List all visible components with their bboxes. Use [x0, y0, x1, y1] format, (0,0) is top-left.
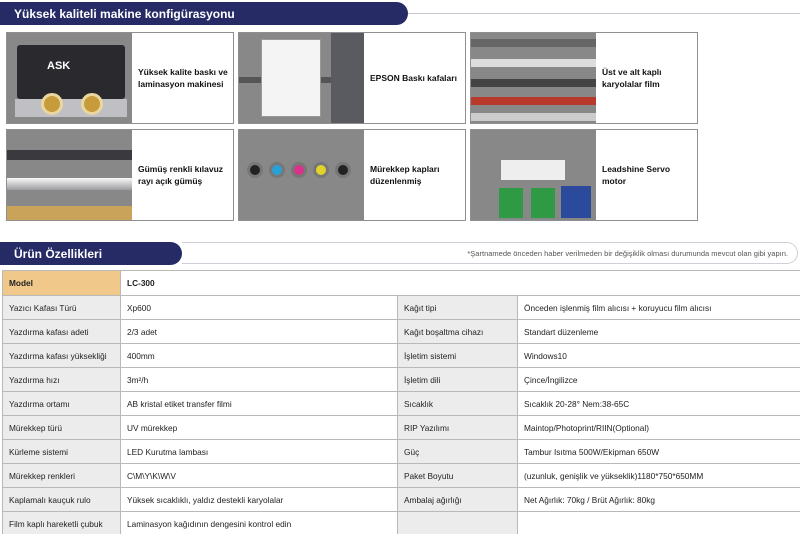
- spec-value: Tambur Isıtma 500W/Ekipman 650W: [518, 440, 800, 464]
- table-row: [3, 512, 800, 534]
- table-row: [3, 488, 800, 512]
- spec-label: RIP Yazılımı: [398, 416, 518, 440]
- table-row: [3, 416, 800, 440]
- section-header-configuration: [0, 2, 800, 25]
- brand-logo: ASK: [47, 60, 71, 72]
- feature-card-printer: [6, 32, 234, 124]
- table-row: [3, 296, 800, 320]
- feature-caption: EPSON Baskı kafaları: [370, 73, 457, 83]
- spec-value: Net Ağırlık: 70kg / Brüt Ağırlık: 80kg: [518, 488, 800, 512]
- spec-label: Kürleme sistemi: [3, 440, 121, 464]
- spec-value: Xp600: [121, 296, 398, 320]
- section-title: Yüksek kaliteli makine konfigürasyonu: [0, 2, 408, 25]
- spec-label: Yazdırma ortamı: [3, 392, 121, 416]
- spec-value: Çince/İngilizce: [518, 368, 800, 392]
- spec-value: AB kristal etiket transfer filmi: [121, 392, 398, 416]
- guide-rail-photo: [7, 130, 132, 220]
- spec-value: (uzunluk, genişlik ve yükseklik)1180*750*650MM: [518, 464, 800, 488]
- feature-card-ink-caps: [238, 129, 466, 221]
- spec-value: Maintop/Photoprint/RIIN(Optional): [518, 416, 800, 440]
- spec-label: Yazdırma kafası yüksekliği: [3, 344, 121, 368]
- rollers-photo: [471, 33, 596, 123]
- spec-value: 2/3 adet: [121, 320, 398, 344]
- table-row: [3, 440, 800, 464]
- spec-value: Sıcaklık 20-28° Nem:38-65C: [518, 392, 800, 416]
- spec-value: [518, 512, 800, 534]
- spec-label: Yazıcı Kafası Türü: [3, 296, 121, 320]
- spec-label: Yazdırma kafası adeti: [3, 320, 121, 344]
- spec-label: İşletim sistemi: [398, 344, 518, 368]
- spec-value: C\M\Y\K\W\V: [121, 464, 398, 488]
- feature-caption: Üst ve alt kaplı karyolalar film: [602, 67, 662, 89]
- model-row: [3, 271, 800, 296]
- spec-label: Kağıt boşaltma cihazı: [398, 320, 518, 344]
- spec-value: Windows10: [518, 344, 800, 368]
- model-value: LC-300: [121, 271, 800, 296]
- spec-label: Yazdırma hızı: [3, 368, 121, 392]
- feature-caption: Mürekkep kapları düzenlenmiş: [370, 164, 440, 186]
- table-row: [3, 344, 800, 368]
- feature-caption: Leadshine Servo motor: [602, 164, 671, 186]
- model-label: Model: [3, 271, 121, 296]
- spec-value: Yüksek sıcaklıklı, yaldız destekli karyolalar: [121, 488, 398, 512]
- spec-label: Güç: [398, 440, 518, 464]
- specification-table: [2, 270, 800, 534]
- servo-motor-photo: [471, 130, 596, 220]
- ink-caps-photo: [239, 130, 364, 220]
- spec-value: Laminasyon kağıdının dengesini kontrol edin: [121, 512, 398, 534]
- spec-value: 400mm: [121, 344, 398, 368]
- spec-label: Mürekkep renkleri: [3, 464, 121, 488]
- spec-label: [398, 512, 518, 534]
- spec-label: Ambalaj ağırlığı: [398, 488, 518, 512]
- table-row: [3, 320, 800, 344]
- spec-value: Standart düzenleme: [518, 320, 800, 344]
- spec-label: Paket Boyutu: [398, 464, 518, 488]
- spec-label: Kaplamalı kauçuk rulo: [3, 488, 121, 512]
- spec-value: Önceden işlenmiş film alıcısı + koruyucu film alıcısı: [518, 296, 800, 320]
- spec-value: LED Kurutma lambası: [121, 440, 398, 464]
- spec-label: Film kaplı hareketli çubuk: [3, 512, 121, 534]
- feature-card-rollers: [470, 32, 698, 124]
- feature-card-guide-rail: [6, 129, 234, 221]
- table-row: [3, 368, 800, 392]
- printer-photo: [7, 33, 132, 123]
- spec-label: Kağıt tipi: [398, 296, 518, 320]
- feature-card-servo: [470, 129, 698, 221]
- header-divider: [408, 13, 800, 14]
- spec-value: UV mürekkep: [121, 416, 398, 440]
- print-heads-photo: [239, 33, 364, 123]
- feature-caption: Yüksek kalite baskı ve laminasyon makinesi: [138, 67, 228, 89]
- feature-caption: Gümüş renkli kılavuz rayı açık gümüş: [138, 164, 224, 186]
- section-title: Ürün Özellikleri: [0, 242, 182, 265]
- feature-card-print-heads: [238, 32, 466, 124]
- spec-label: İşletim dili: [398, 368, 518, 392]
- disclaimer-note: *Şartnamede önceden haber verilmeden bir değişiklik olması durumunda mevcut olan gibi yapın.: [467, 249, 788, 258]
- table-row: [3, 464, 800, 488]
- spec-value: 3m²/h: [121, 368, 398, 392]
- spec-label: Mürekkep türü: [3, 416, 121, 440]
- table-row: [3, 392, 800, 416]
- spec-label: Sıcaklık: [398, 392, 518, 416]
